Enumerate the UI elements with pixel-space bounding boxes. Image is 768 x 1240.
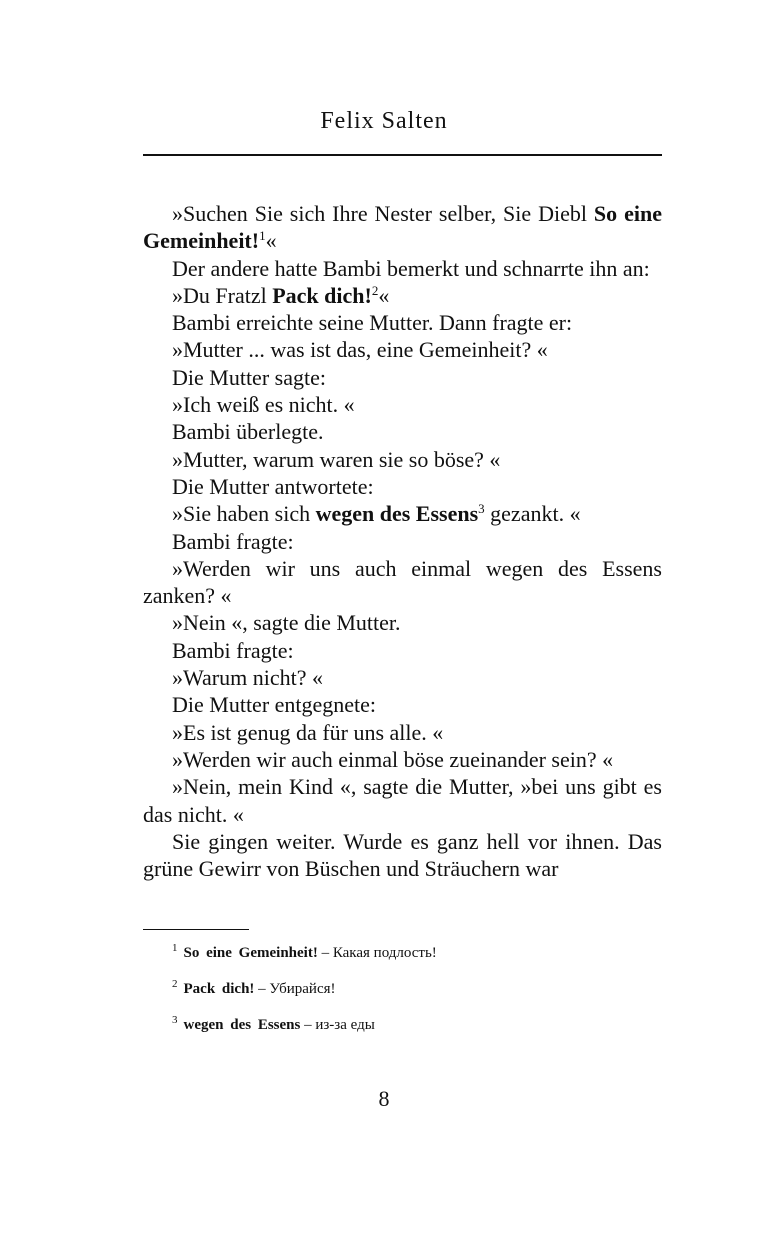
text-segment: Sie gingen weiter. Wurde es ganz hell vor ihnen. Das grüne Gewirr von Büschen und Sträuchern war [143,828,662,882]
text-segment: »Nein, mein Kind «, sagte die Mutter, »bei uns gibt es das nicht. « [143,774,662,827]
text-segment: Bambi fragte: [172,637,294,663]
paragraph [143,391,662,418]
page-number: 8 [378,1086,390,1111]
footnote-number: 3 [172,1014,178,1026]
text-segment: »Mutter ... was ist das, eine Gemeinheit? « [172,337,548,363]
bold-phrase: Pack dich! [272,282,372,308]
text-segment: »Es ist genug da für uns alle. « [172,719,444,745]
paragraph [143,364,662,391]
footnote-rule [143,929,249,930]
text-segment: Bambi fragte: [172,528,294,554]
body-text [143,200,662,882]
footnote-number: 1 [172,942,178,954]
text-segment: »Warum nicht? « [172,665,323,691]
paragraph [143,200,662,255]
text-segment: »Nein «, sagte die Mutter. [172,610,401,636]
footnote-term: So eine Gemeinheit! [183,945,318,961]
text-segment: « [265,228,277,254]
paragraph [143,746,662,773]
bold-phrase: So eine Gemeinheit! [143,201,662,254]
paragraph [143,719,662,746]
footnote-ref: 2 [371,282,379,298]
paragraph [143,664,662,691]
paragraph [143,528,662,555]
running-head: Felix Salten [320,108,448,134]
text-segment: »Werden wir uns auch einmal wegen des Essens zanken? « [143,555,662,609]
footnote [172,941,662,977]
paragraph [143,500,662,527]
text-segment: Die Mutter entgegnete: [172,692,377,718]
footnote-ref: 1 [259,228,266,244]
footnote-number: 2 [172,978,178,990]
text-segment: »Du Fratzl [172,282,273,308]
header-rule [143,154,662,156]
footnote-translation: – Убирайся! [254,981,336,997]
paragraph [143,336,662,363]
footnote-ref: 3 [478,501,485,517]
footnotes [172,941,662,1049]
footnote-term: wegen des Essens [183,1017,301,1033]
paragraph [143,773,662,828]
paragraph [143,255,662,282]
text-segment: »Ich weiß es nicht. « [172,392,355,418]
footnote [172,977,662,1013]
text-segment: Der andere hatte Bambi bemerkt und schnarrte ihn an: [172,255,650,281]
text-segment: Die Mutter antwortete: [172,473,374,499]
paragraph [143,555,662,610]
paragraph [143,473,662,500]
paragraph [143,637,662,664]
footnote-translation: – из-за еды [300,1017,375,1033]
bold-phrase: wegen des Essens [315,501,479,527]
paragraph [143,309,662,336]
text-segment: »Mutter, warum waren sie so böse? « [172,446,501,472]
footnote-translation: – Какая подлость! [317,945,437,961]
text-segment: Bambi überlegte. [172,419,324,445]
paragraph [143,446,662,473]
footnote-term: Pack dich! [183,981,255,997]
text-segment: »Werden wir auch einmal böse zueinander sein? « [172,746,614,772]
footnote [172,1013,662,1049]
paragraph [143,691,662,718]
paragraph [143,828,662,883]
text-segment: »Suchen Sie sich Ihre Nester selber, Sie Diebl [172,201,594,226]
paragraph [143,282,662,309]
text-segment: « [378,282,390,308]
text-segment: gezankt. « [484,501,581,527]
text-segment: »Sie haben sich [172,501,316,527]
paragraph [143,418,662,445]
paragraph [143,609,662,636]
text-segment: Die Mutter sagte: [172,364,326,390]
text-segment: Bambi erreichte seine Mutter. Dann fragte er: [172,310,573,336]
